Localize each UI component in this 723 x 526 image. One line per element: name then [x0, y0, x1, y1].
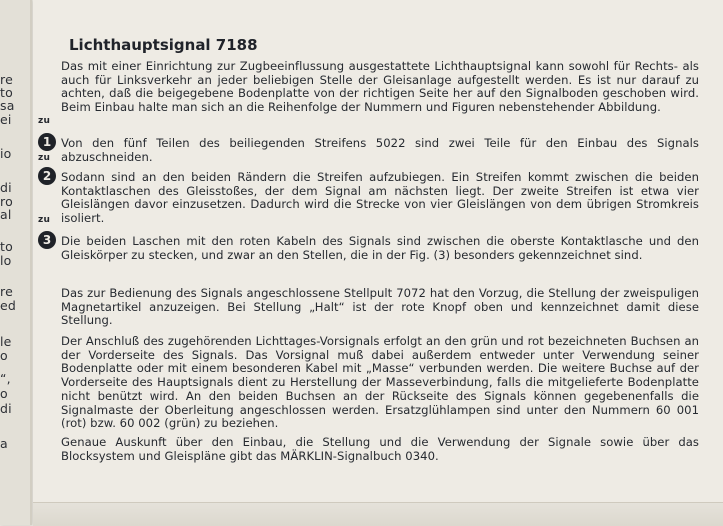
left-text-fragment: di — [0, 401, 12, 416]
intro-paragraph: Das mit einer Einrichtung zur Zugbeeinflussung ausgestattete Lichthauptsignal kann sowohl für Rechts- als auch für Linksverkehr an jeder beliebigen Stelle der Gleisanlage aufgestellt werden. Es ist nur darauf zu achten, daß die beigegebene Bodenplatte von der richtigen Seite her auf den Signalboden geschoben wird. Beim Einbau halte man sich an die Reihenfolge der Nummern und Figuren nebenstehender Abbildung. — [61, 59, 699, 115]
sheet-fold-edge — [33, 502, 723, 526]
margin-note-zu: zu — [38, 116, 51, 126]
step-3-text: Die beiden Laschen mit den roten Kabeln des Signals sind zwischen die oberste Kontaktlasche und den Gleiskörper zu stecken, und zwar an den Stellen, die in der Fig. (3) besonders gekennzeichnet sind. — [61, 234, 699, 262]
left-text-fragment: ei — [0, 112, 12, 127]
left-text-fragment: to — [0, 239, 13, 254]
step-2-text: Sodann sind an den beiden Rändern die Streifen aufzubiegen. Ein Streifen kommt zwischen die beiden Kontaktlaschen des Gleisstoßes, der dem Signal am nächsten liegt. Der zweite Streifen ist etwa vier Gleislängen davor einzusetzen. Dadurch wird die Strecke von vier Gleislängen von dem übrigen Stromkreis isoliert. — [61, 170, 699, 226]
step-number-1: 1 — [38, 133, 56, 151]
left-text-fragment: o — [0, 348, 8, 363]
left-text-fragment: re — [0, 72, 13, 87]
left-text-fragment: le — [0, 334, 12, 349]
step-number-3: 3 — [38, 231, 56, 249]
left-text-fragment: lo — [0, 253, 12, 268]
step-1-text: Von den fünf Teilen des beiliegenden Streifens 5022 sind zwei Teile für den Einbau des Signals abzuschneiden. — [61, 136, 699, 164]
left-text-fragment: re — [0, 284, 13, 299]
left-text-fragment: to — [0, 85, 13, 100]
left-text-fragment: io — [0, 146, 12, 161]
left-text-fragment: ed — [0, 298, 17, 313]
left-text-fragment: di — [0, 180, 12, 195]
document-title: Lichthauptsignal 7188 — [69, 36, 258, 54]
left-page-strip — [0, 0, 32, 525]
left-text-fragment: sa — [0, 98, 15, 113]
step-number-2: 2 — [38, 167, 56, 185]
auskunft-paragraph: Genaue Auskunft über den Einbau, die Stellung und die Verwendung der Signale sowie über das Blocksystem und Gleispläne gibt das MÄRKLIN-Signalbuch 0340. — [61, 435, 699, 463]
left-text-fragment: a — [0, 436, 8, 451]
left-text-fragment: “, — [0, 371, 11, 386]
left-text-fragment: o — [0, 386, 8, 401]
stellpult-paragraph: Das zur Bedienung des Signals angeschlossene Stellpult 7072 hat den Vorzug, die Stellung der zweispuligen Magnetartikel anzuzeigen. Bei Stellung „Halt“ ist der rote Knopf oben und kennzeichnet damit diese Stellung. — [61, 286, 699, 328]
margin-note-zu: zu — [38, 215, 51, 225]
left-text-fragment: ro — [0, 194, 13, 209]
left-text-fragment: al — [0, 207, 12, 222]
margin-note-zu: zu — [38, 153, 51, 163]
vorsignal-paragraph: Der Anschluß des zugehörenden Lichttages-Vorsignals erfolgt an den grün und rot bezeichneten Buchsen an der Vorderseite des Signals. Das Vorsignal muß dabei außerdem entweder unter Verwendung seiner Bodenplatte oder mit einem besonderen Kabel mit „Masse“ verbunden werden. Die weitere Buchse auf der Vorderseite des Hauptsignals dient zu Herstellung der Masseverbindung, falls die mitgelieferte Bodenplatte nicht benützt wird. An den beiden Buchsen an der Rückseite des Signals können gegebenenfalls die Signalmaste der Oberleitung angeschlossen werden. Ersatzglühlampen sind unter den Nummern 60 001 (rot) bzw. 60 002 (grün) zu beziehen. — [61, 334, 699, 431]
